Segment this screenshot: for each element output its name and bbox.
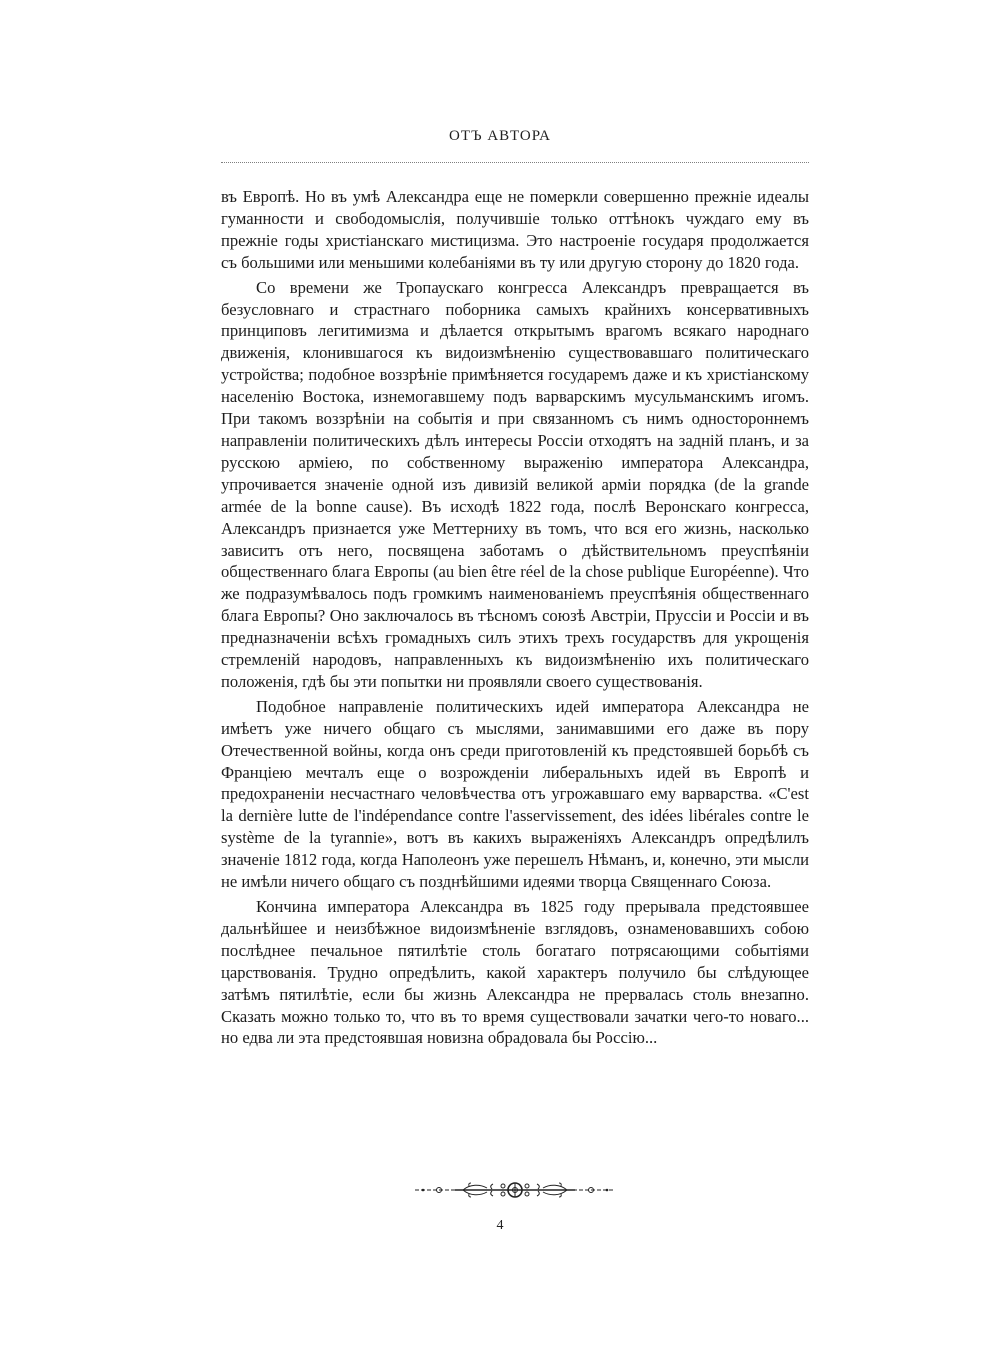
body-text (221, 186, 809, 1049)
header-divider-rule (221, 162, 809, 163)
running-head: ОТЪ АВТОРА (448, 128, 552, 144)
floral-divider-ornament-icon (415, 1178, 615, 1202)
paragraph-1: въ Европѣ. Но въ умѣ Александра еще не померкли совершенно прежніе идеалы гуманности и свободомыслія, получившіе только оттѣнокъ чуждаго ему въ прежніе годы христіанскаго мистицизма. Это настроеніе государя продолжается съ большими или меньшими колебаніями въ ту или другую сторону до 1820 года. (221, 187, 809, 272)
paragraph-4: Кончина императора Александра въ 1825 году прерывала предстоявшее дальнѣйшее и неизбѣжное видоизмѣненіе взглядовъ, ознаменовавшихъ собою послѣднее печальное пятилѣтіе столь богатаго потрясающими событіями царствованія. Трудно опредѣлить, какой характеръ получило бы слѣдующее затѣмъ пятилѣтіе, если бы жизнь Александра не прервалась столь внезапно. Сказать можно только то, что въ то время существовали зачатки чего-то новаго... но едва ли эта предстоявшая новизна обрадовала бы Россію... (221, 897, 809, 1048)
paragraph-2: Со времени же Тропаускаго конгресса Александръ превращается въ безусловнаго и страстнаго поборника самыхъ крайнихъ консервативныхъ принциповъ легитимизма и дѣлается открытымъ врагомъ всякаго народнаго движенія, клонившагося къ видоизмѣненію существовавшаго политическаго устройства; подобное воззрѣніе примѣняется государемъ даже и къ христіанскому населенію Востока, изнемогавшему подъ варварскимъ мусульманскимъ игомъ. При такомъ воззрѣніи на событія и при связанномъ съ нимъ одностороннемъ направленіи политическихъ дѣлъ интересы Россіи отходятъ на задній планъ, и за русскою арміею, по собственному выраженію императора Александра, упрочивается значеніе одной изъ дивизій великой арміи порядка (de la grande armée de la bonne cause). Въ исходѣ 1822 года, послѣ Веронскаго конгресса, Александръ признается уже Меттерниху въ томъ, что вся его жизнь, насколько зависитъ отъ него, посвящена заботамъ о дѣйствительномъ преуспѣяніи общественнаго блага Европы (au bien être réel de la chose publique Européenne). Что же подразумѣвалось подъ громкимъ наименованіемъ преуспѣянія общественнаго блага Европы? Оно заключалось въ тѣсномъ союзѣ Австріи, Пруссіи и Россіи и въ предназначеніи всѣхъ громадныхъ силъ этихъ трехъ государствъ для укрощенія стремленій народовъ, направленныхъ къ видоизмѣненію ихъ политическаго положенія, гдѣ бы эти попытки ни проявляли своего существованія. (221, 277, 809, 691)
paragraph-3: Подобное направленіе политическихъ идей императора Александра не имѣетъ уже ничего общаго съ мыслями, занимавшими его даже въ пору Отечественной войны, когда онъ среди приготовленій къ предстоявшей борьбѣ съ Франціею мечталъ еще о возрожденіи либеральныхъ идей въ Европѣ и предохраненіи несчастнаго человѣчества отъ угрожавшаго ему варварства. «C'est la dernière lutte de l'indépendance contre l'asservissement, des idées libérales contre le système de la tyrannie», вотъ въ какихъ выраженіяхъ Александръ опредѣлилъ значеніе 1812 года, когда Наполеонъ уже перешелъ Нѣманъ, и, конечно, эти мысли не имѣли ничего общаго съ позднѣйшими идеями творца Священнаго Союза. (221, 696, 809, 892)
page-number: 4 (496, 1218, 504, 1233)
